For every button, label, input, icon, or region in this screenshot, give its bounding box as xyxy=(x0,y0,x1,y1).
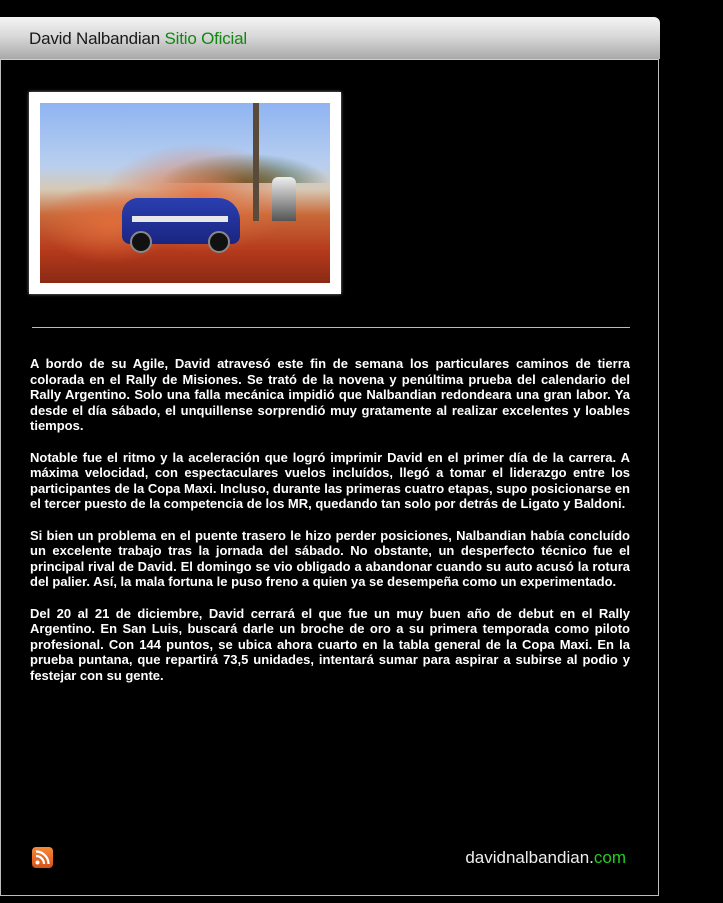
site-title[interactable] xyxy=(29,29,247,49)
footer-site-link[interactable] xyxy=(465,848,626,868)
photo-spectators xyxy=(272,177,296,221)
footer-site-main: davidnalbandian. xyxy=(465,848,594,867)
car-wheel xyxy=(130,231,152,253)
divider xyxy=(32,327,630,328)
car-wheel xyxy=(208,231,230,253)
site-title-accent: Sitio Oficial xyxy=(164,29,247,48)
article-paragraph: Del 20 al 21 de diciembre, David cerrará el que fue un muy buen año de debut en el Rally Argentino. En San Luis, buscará darle un broche de oro a su primera temporada como piloto profesional. Con 144 puntos, se ubica ahora cuarto en la tabla general de la Copa Maxi. En la prueba puntana, que repartirá 73,5 unidades, intentará sumar para aspirar a subirse al podio y festejar con su gente. xyxy=(30,605,630,683)
article-paragraph: A bordo de su Agile, David atravesó este fin de semana los particulares caminos de tierra colorada en el Rally de Misiones. Se trató de la novena y penúltima prueba del calendario del Rally Argentino. Solo una falla mecánica impidió que Nalbandian redondeara una gran labor. Ya desde el día sábado, el unquillense sorprendió muy gratamente al realizar excelentes y loables tiempos. xyxy=(30,356,630,433)
article-paragraph: Notable fue el ritmo y la aceleración que logró imprimir David en el primer día de la carrera. A máxima velocidad, con espectaculares vuelos incluídos, llegó a tomar el liderazgo entre los participantes de la Copa Maxi. Incluso, durante las primeras cuatro etapas, supo posicionarse en el tercer puesto de la competencia de los MR, quedando tan solo por detrás de Ligato y Baldoni. xyxy=(30,449,630,511)
site-header xyxy=(0,17,660,59)
car-stripe xyxy=(132,216,228,222)
rss-icon[interactable] xyxy=(32,847,53,868)
article-paragraph: Si bien un problema en el puente trasero le hizo perder posiciones, Nalbandian había concluído un excelente trabajo tras la jornada del sábado. No obstante, un desperfecto técnico fue el principal rival de David. El domingo se vio obligado a abandonar cuando su auto acusó la rotura del palier. Así, la mala fortuna le puso freno a quien ya se desempeña como un experimentado. xyxy=(30,527,630,589)
footer-site-accent: com xyxy=(593,848,626,867)
photo-palm xyxy=(253,103,259,221)
article-body xyxy=(30,356,630,699)
article-photo-frame xyxy=(29,92,341,294)
rally-car-photo xyxy=(40,103,330,283)
site-title-main: David Nalbandian xyxy=(29,29,160,48)
